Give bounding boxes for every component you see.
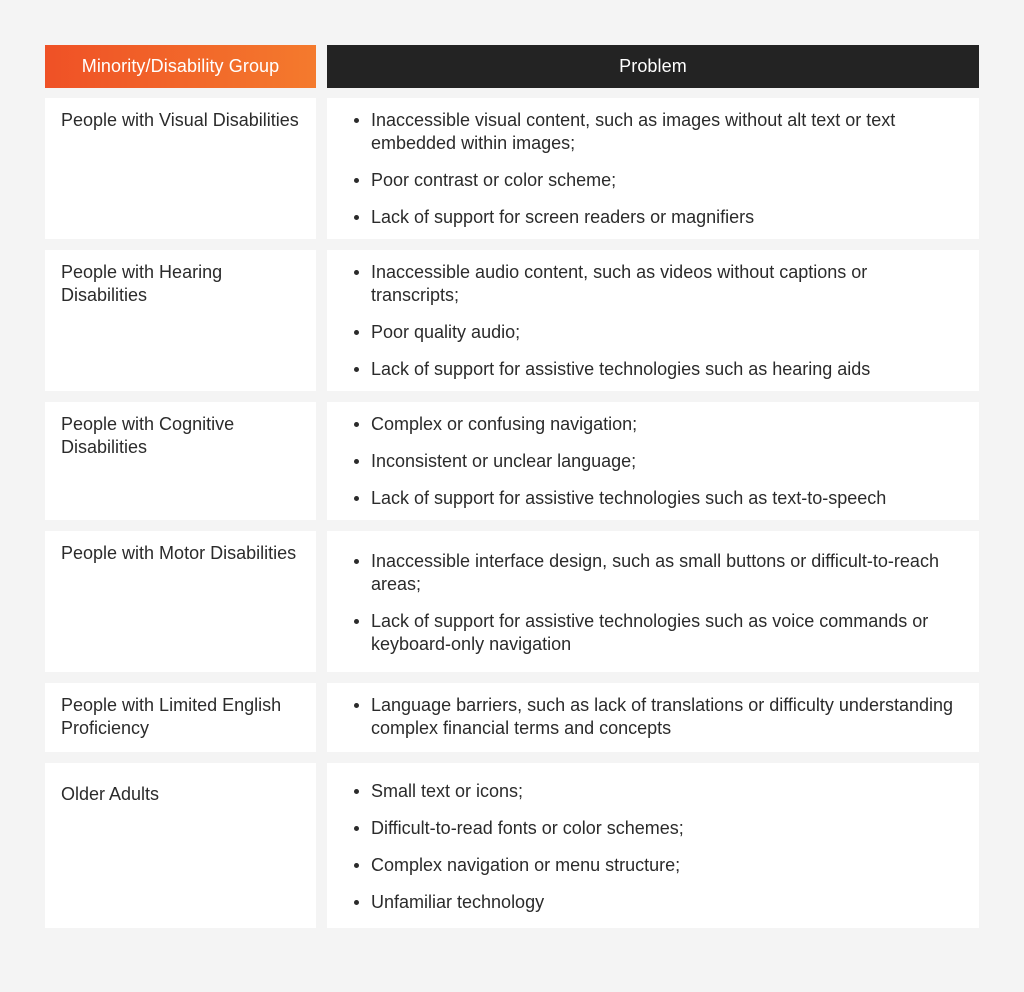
problem-item — [352, 780, 959, 803]
problem-list — [352, 261, 959, 381]
problem-text: Lack of support for assistive technologies such as text-to-speech — [371, 488, 887, 508]
problem-item — [352, 891, 959, 914]
problem-item — [352, 694, 959, 740]
problem-cell — [327, 98, 979, 239]
problem-item — [352, 854, 959, 877]
table-header-row — [45, 45, 979, 88]
table-row — [45, 250, 979, 391]
column-header-problem: Problem — [327, 45, 979, 88]
problem-text: Lack of support for screen readers or magnifiers — [371, 207, 755, 227]
problem-list — [352, 413, 959, 510]
bullet-icon — [354, 789, 359, 794]
problem-item — [352, 169, 959, 192]
group-cell: People with Visual Disabilities — [45, 98, 316, 239]
table-row — [45, 402, 979, 520]
bullet-icon — [354, 118, 359, 123]
problem-cell — [327, 763, 979, 928]
problem-item — [352, 817, 959, 840]
problem-text: Small text or icons; — [371, 781, 524, 801]
bullet-icon — [354, 826, 359, 831]
problem-text: Complex or confusing navigation; — [371, 414, 638, 434]
problem-text: Inconsistent or unclear language; — [371, 451, 637, 471]
problem-text: Poor quality audio; — [371, 322, 521, 342]
bullet-icon — [354, 559, 359, 564]
problem-text: Language barriers, such as lack of translations or difficulty understanding complex financial terms and concepts — [371, 695, 954, 738]
bullet-icon — [354, 459, 359, 464]
problem-list — [352, 109, 959, 229]
bullet-icon — [354, 270, 359, 275]
group-cell: People with Cognitive Disabilities — [45, 402, 316, 520]
problem-item — [352, 206, 959, 229]
problem-text: Difficult-to-read fonts or color schemes; — [371, 818, 684, 838]
bullet-icon — [354, 619, 359, 624]
bullet-icon — [354, 703, 359, 708]
bullet-icon — [354, 367, 359, 372]
bullet-icon — [354, 215, 359, 220]
problem-text: Poor contrast or color scheme; — [371, 170, 617, 190]
problem-text: Inaccessible interface design, such as small buttons or difficult-to-reach areas; — [371, 551, 939, 594]
group-cell: People with Motor Disabilities — [45, 531, 316, 672]
problem-item — [352, 413, 959, 436]
group-cell: People with Hearing Disabilities — [45, 250, 316, 391]
accessibility-problems-table — [45, 45, 979, 939]
bullet-icon — [354, 863, 359, 868]
table-row — [45, 683, 979, 752]
problem-item — [352, 450, 959, 473]
problem-text: Complex navigation or menu structure; — [371, 855, 681, 875]
bullet-icon — [354, 422, 359, 427]
bullet-icon — [354, 330, 359, 335]
problem-text: Unfamiliar technology — [371, 892, 545, 912]
problem-item — [352, 487, 959, 510]
column-header-group: Minority/Disability Group — [45, 45, 316, 88]
table-row — [45, 98, 979, 239]
problem-item — [352, 610, 959, 656]
bullet-icon — [354, 178, 359, 183]
problem-item — [352, 261, 959, 307]
problem-list — [352, 694, 959, 740]
problem-list — [352, 780, 959, 914]
problem-list — [352, 550, 959, 656]
problem-item — [352, 109, 959, 155]
table-row — [45, 531, 979, 672]
table-row — [45, 763, 979, 928]
problem-cell — [327, 531, 979, 672]
group-cell: Older Adults — [45, 763, 316, 928]
problem-text: Inaccessible visual content, such as images without alt text or text embedded within images; — [371, 110, 896, 153]
problem-text: Lack of support for assistive technologies such as hearing aids — [371, 359, 871, 379]
problem-cell — [327, 683, 979, 752]
problem-item — [352, 550, 959, 596]
problem-cell — [327, 402, 979, 520]
problem-text: Inaccessible audio content, such as videos without captions or transcripts; — [371, 262, 868, 305]
problem-text: Lack of support for assistive technologies such as voice commands or keyboard-only navigation — [371, 611, 929, 654]
bullet-icon — [354, 900, 359, 905]
problem-item — [352, 358, 959, 381]
problem-item — [352, 321, 959, 344]
group-cell: People with Limited English Proficiency — [45, 683, 316, 752]
problem-cell — [327, 250, 979, 391]
bullet-icon — [354, 496, 359, 501]
